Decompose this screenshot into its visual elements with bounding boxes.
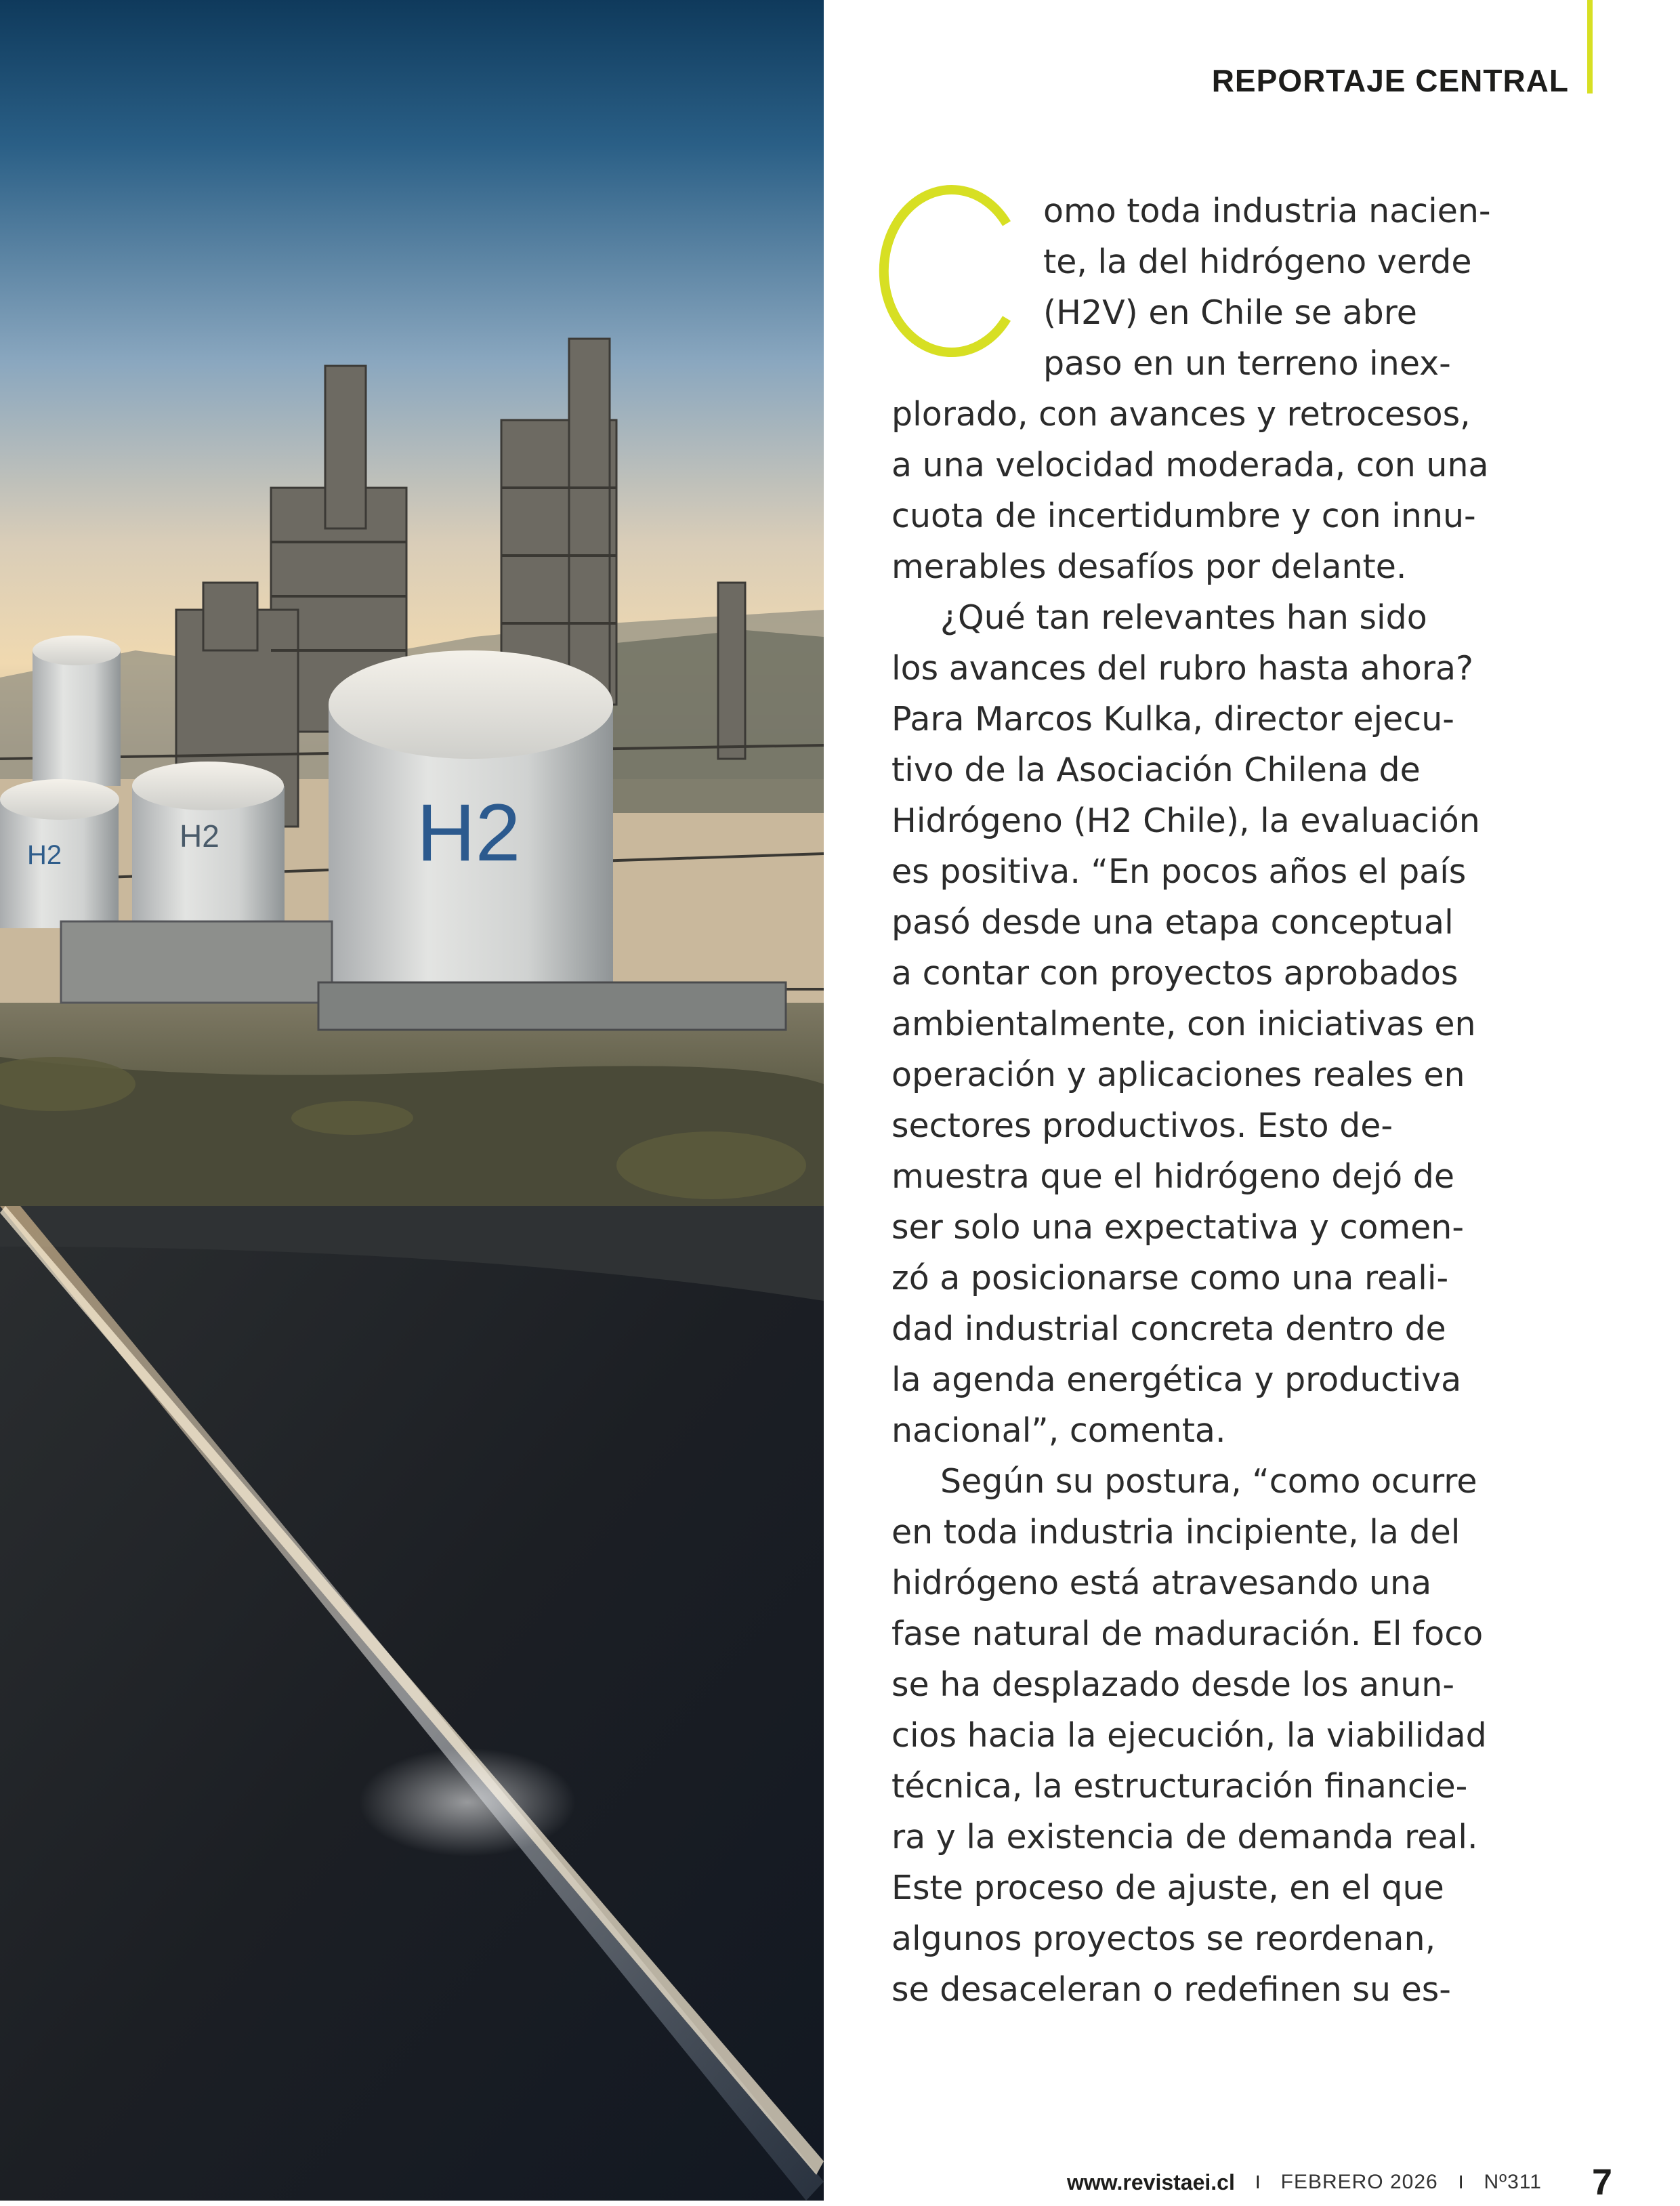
header-accent-rule xyxy=(1587,0,1593,93)
paragraph-line: algunos proyectos se reordenan, xyxy=(891,1919,1436,1958)
paragraph-line: paso en un terreno inex- xyxy=(1043,344,1451,383)
paragraph-line: operación y aplicaciones reales en xyxy=(891,1056,1465,1094)
tank-label-3: H2 xyxy=(417,787,521,878)
paragraph-line: ambientalmente, con iniciativas en xyxy=(891,1005,1476,1043)
paragraph-line: cios hacia la ejecución, la viabilidad xyxy=(891,1716,1487,1755)
paragraph-line: Según su postura, “como ocurre xyxy=(940,1462,1477,1501)
paragraph-line: es positiva. “En pocos años el país xyxy=(891,852,1467,891)
paragraph-line: (H2V) en Chile se abre xyxy=(1043,293,1417,332)
dropcap-c-glyph xyxy=(878,183,1020,359)
dropcap xyxy=(878,183,1020,359)
light-beam-landscape-photo xyxy=(0,1206,824,2201)
paragraph-line: pasó desde una etapa conceptual xyxy=(891,903,1454,942)
paragraph-3 xyxy=(891,1456,1515,2015)
page-number: 7 xyxy=(1591,2162,1612,2203)
website-link[interactable]: www.revistaei.cl xyxy=(1067,2169,1235,2194)
paragraph-line: Hidrógeno (H2 Chile), la evaluación xyxy=(891,802,1480,840)
paragraph-line: la agenda energética y productiva xyxy=(891,1360,1462,1399)
page-footer xyxy=(1067,2159,1612,2206)
issue-number: Nº311 xyxy=(1484,2171,1542,2193)
paragraph-line: te, la del hidrógeno verde xyxy=(1043,243,1472,281)
hydrogen-plant-photo xyxy=(0,0,824,1206)
paragraph-line: zó a posicionarse como una reali- xyxy=(891,1259,1449,1297)
paragraph-line: plorado, con avances y retrocesos, xyxy=(891,395,1471,434)
paragraph-line: a contar con proyectos aprobados xyxy=(891,954,1458,993)
paragraph-line: omo toda industria nacien- xyxy=(1043,192,1491,230)
tank-label-1: H2 xyxy=(27,840,62,870)
paragraph-line: se ha desplazado desde los anun- xyxy=(891,1665,1455,1704)
photo-column xyxy=(0,0,824,2201)
paragraph-line: cuota de incertidumbre y con innu- xyxy=(891,497,1476,535)
paragraph-line: se desaceleran o redefinen su es- xyxy=(891,1970,1451,2009)
article-body xyxy=(891,186,1515,2015)
paragraph-line: en toda industria incipiente, la del xyxy=(891,1513,1461,1552)
paragraph-line: tivo de la Asociación Chilena de xyxy=(891,751,1421,789)
paragraph-line: ra y la existencia de demanda real. xyxy=(891,1818,1478,1856)
paragraph-line: muestra que el hidrógeno dejó de xyxy=(891,1157,1454,1196)
paragraph-line: nacional”, comenta. xyxy=(891,1411,1226,1450)
paragraph-line: los avances del rubro hasta ahora? xyxy=(891,649,1474,688)
issue-date: FEBRERO 2026 xyxy=(1280,2171,1438,2193)
paragraph-line: sectores productivos. Esto de- xyxy=(891,1106,1393,1145)
paragraph-line: técnica, la estructuración financie- xyxy=(891,1767,1468,1806)
footer-separator: I xyxy=(1458,2171,1464,2192)
paragraph-line: Este proceso de ajuste, en el que xyxy=(891,1869,1444,1907)
paragraph-line: fase natural de maduración. El foco xyxy=(891,1615,1484,1653)
paragraph-line: merables desafíos por delante. xyxy=(891,547,1407,586)
paragraph-line: Para Marcos Kulka, director ejecu- xyxy=(891,700,1454,738)
footer-separator: I xyxy=(1255,2171,1261,2192)
paragraph-line: hidrógeno está atravesando una xyxy=(891,1564,1432,1602)
tank-label-2: H2 xyxy=(180,818,219,854)
paragraph-line: a una velocidad moderada, con una xyxy=(891,446,1489,484)
paragraph-2 xyxy=(891,592,1515,1456)
paragraph-line: ser solo una expectativa y comen- xyxy=(891,1208,1465,1247)
paragraph-line: ¿Qué tan relevantes han sido xyxy=(940,598,1427,637)
section-label: REPORTAJE CENTRAL xyxy=(1211,63,1569,98)
paragraph-line: dad industrial concreta dentro de xyxy=(891,1310,1446,1348)
